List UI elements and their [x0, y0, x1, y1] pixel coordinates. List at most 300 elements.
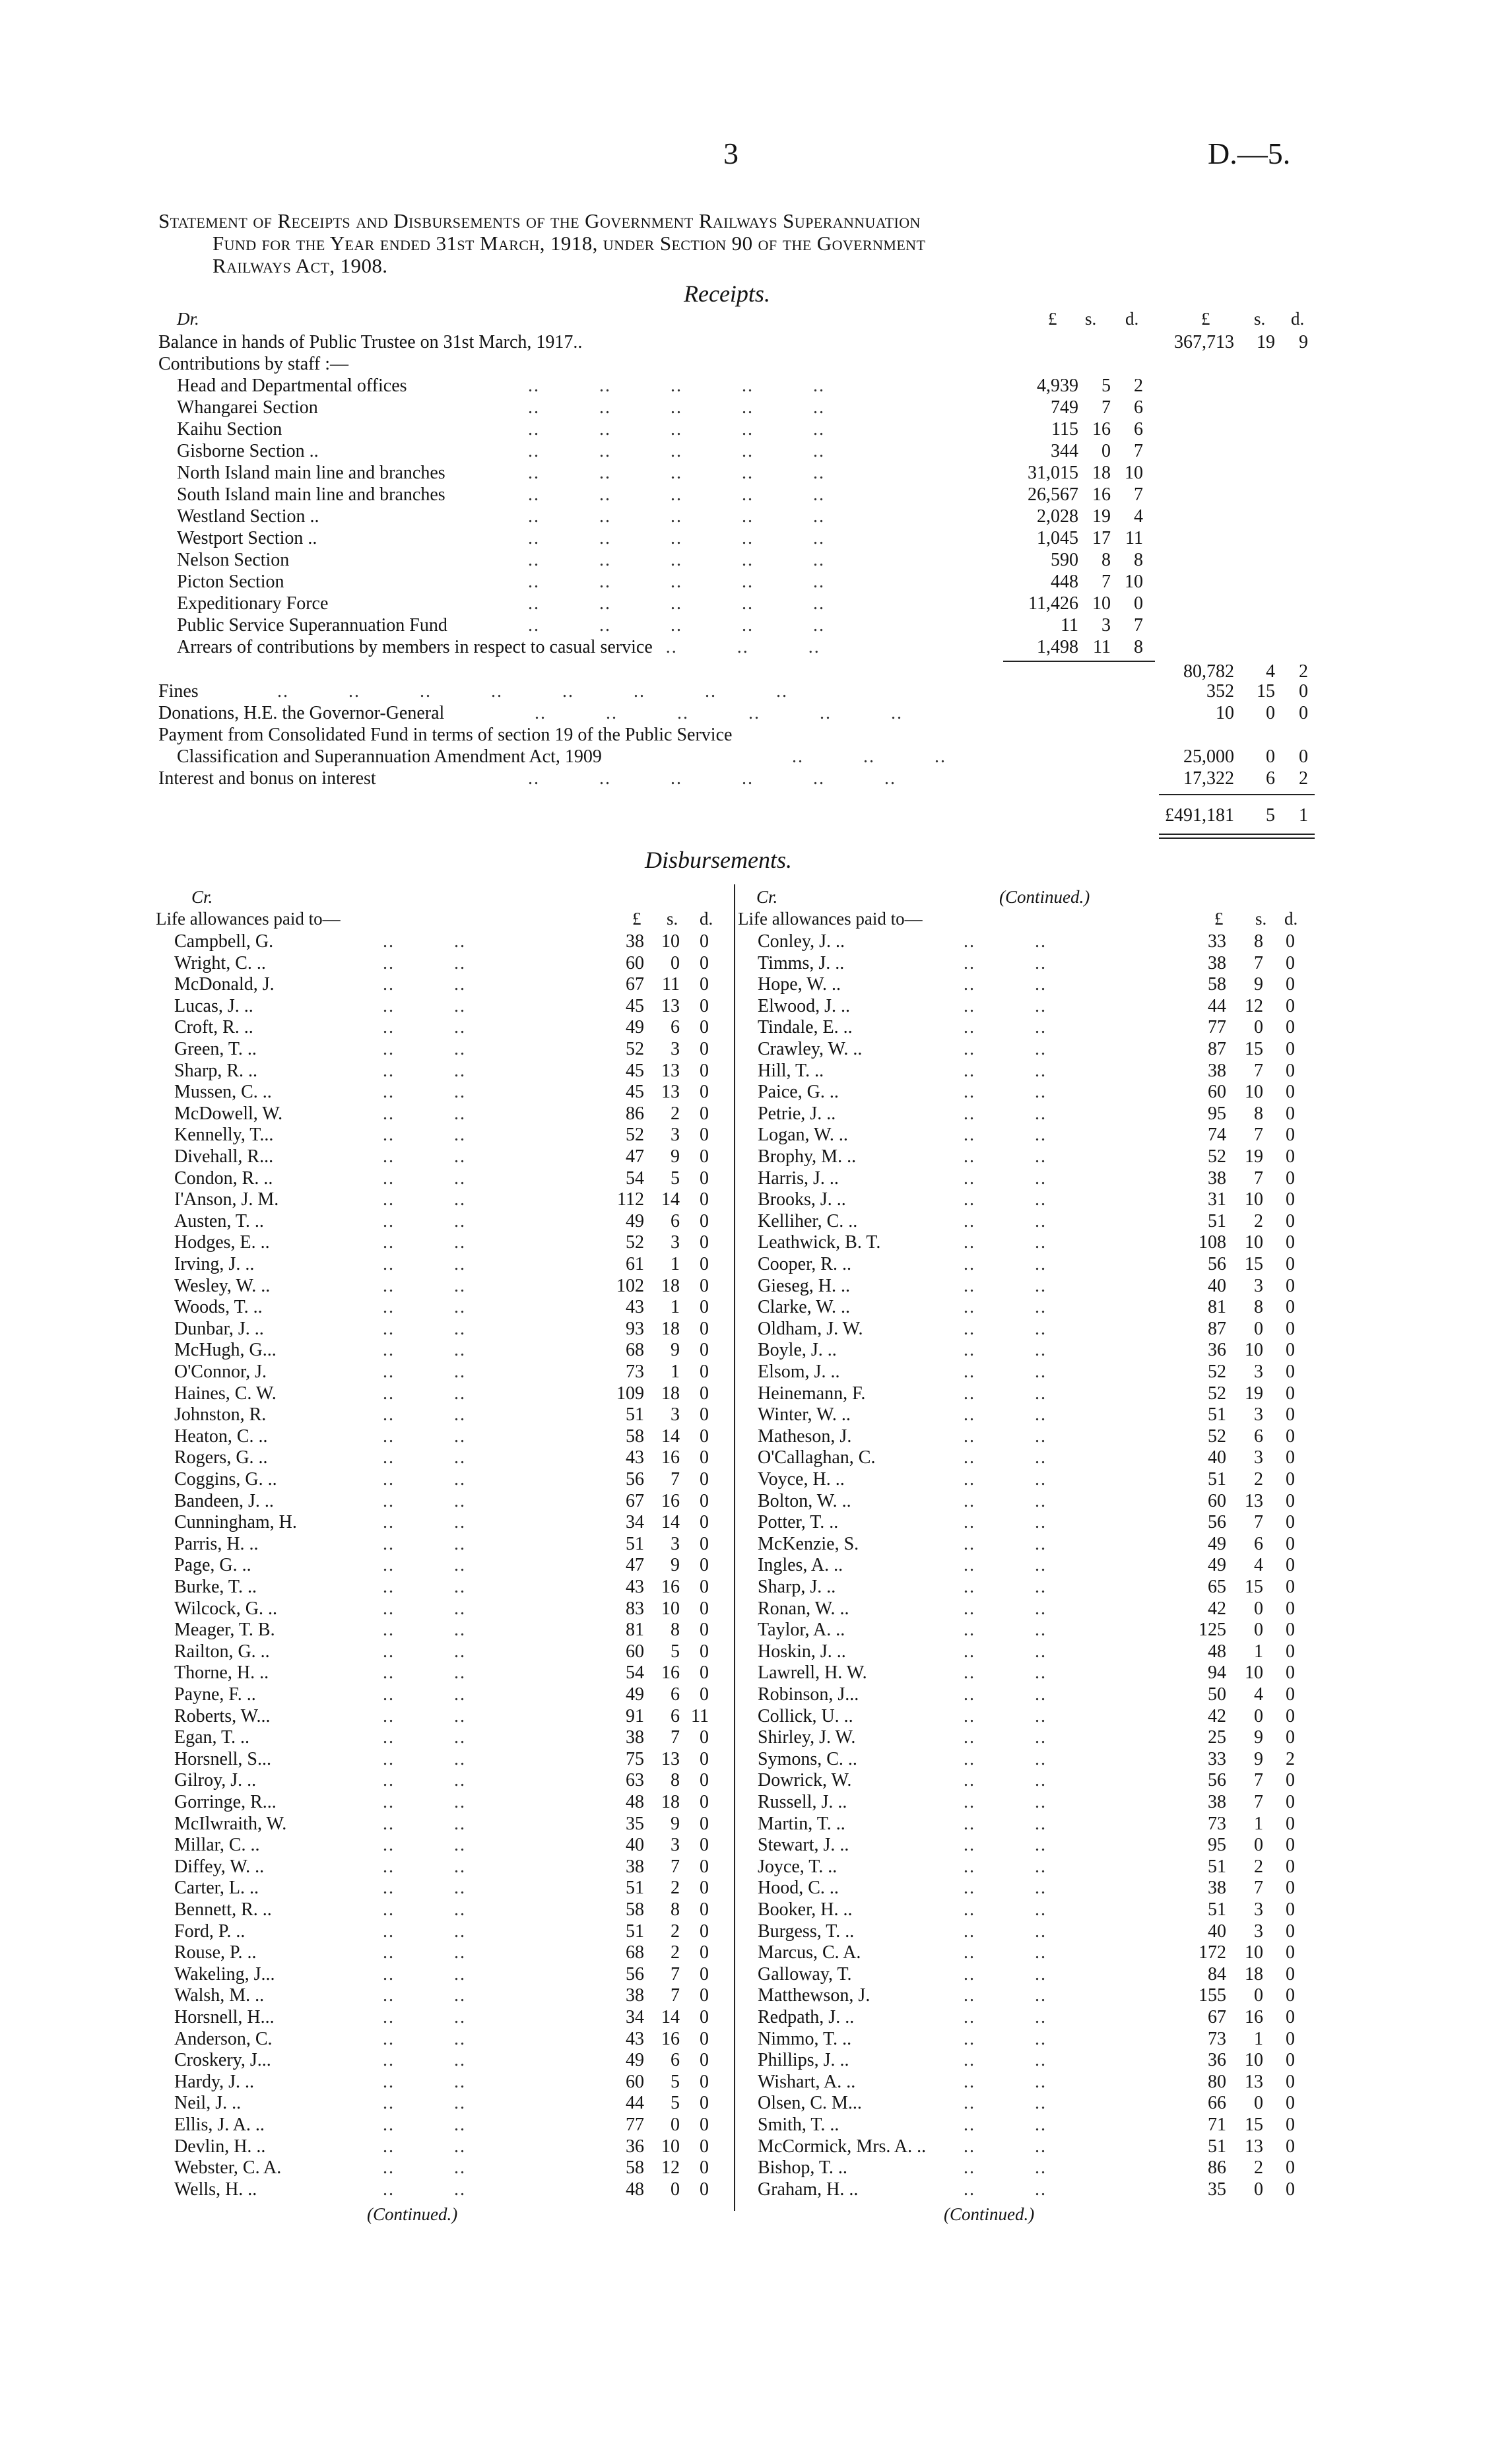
left-allowance-shillings: 9 — [671, 1555, 680, 1575]
right-allowance-pounds: 51 — [1208, 1856, 1226, 1877]
right-allowance-pounds: 71 — [1208, 2115, 1226, 2135]
contribution-leader-dots: .. .. .. .. .. — [528, 593, 884, 614]
right-name: Robinson, J... — [758, 1684, 859, 1705]
contribution-pounds: 4,939 — [1037, 376, 1078, 396]
right-allowance-shillings: 7 — [1254, 953, 1263, 973]
right-leader-dots: .. .. — [964, 2179, 1106, 2200]
right-allowance-pounds: 81 — [1208, 1297, 1226, 1317]
right-leader-dots: .. .. — [964, 1620, 1106, 1640]
left-allowance-pounds: 51 — [626, 1534, 644, 1554]
column-divider — [734, 884, 735, 2211]
right-name: Matthewson, J. — [758, 1985, 871, 2006]
right-allowance-pounds: 73 — [1208, 1814, 1226, 1834]
right-allowance-pence: 0 — [1286, 1684, 1295, 1705]
right-name: Gieseg, H. .. — [758, 1276, 850, 1296]
right-name: Boyle, J. .. — [758, 1340, 837, 1360]
right-allowance-pence: 0 — [1286, 1039, 1295, 1059]
left-allowance-shillings: 3 — [671, 1232, 680, 1253]
left-name: Meager, T. B. — [174, 1620, 275, 1640]
right-leader-dots: .. .. — [964, 1684, 1106, 1705]
left-leader-dots: .. .. — [383, 2072, 525, 2092]
left-allowance-pence: 0 — [700, 1985, 709, 2006]
left-allowance-shillings: 10 — [661, 1598, 680, 1619]
right-name: Sharp, J. .. — [758, 1577, 836, 1597]
left-name: Cunningham, H. — [174, 1512, 297, 1532]
left-allowance-shillings: 6 — [671, 2050, 680, 2070]
right-name: Hope, W. .. — [758, 974, 841, 995]
right-allowance-pounds: 25 — [1208, 1727, 1226, 1748]
left-allowance-pounds: 51 — [626, 1878, 644, 1898]
right-allowance-pounds: 48 — [1208, 1641, 1226, 1662]
donations-pounds: 10 — [1216, 703, 1234, 723]
col-d-2: d. — [1291, 309, 1305, 329]
right-name: Kelliher, C. .. — [758, 1211, 858, 1232]
right-allowance-pounds: 65 — [1208, 1577, 1226, 1597]
right-allowance-pounds: 56 — [1208, 1512, 1226, 1532]
right-allowance-pounds: 95 — [1208, 1103, 1226, 1124]
contributions-total-pence: 2 — [1299, 661, 1308, 682]
left-leader-dots: .. .. — [383, 2157, 525, 2178]
balance-pounds: 367,713 — [1174, 332, 1234, 352]
left-name: Dunbar, J. .. — [174, 1319, 264, 1339]
fines-shillings: 15 — [1257, 681, 1275, 702]
left-name: Wesley, W. .. — [174, 1276, 271, 1296]
right-allowance-shillings: 0 — [1254, 1598, 1263, 1619]
left-allowance-pounds: 83 — [626, 1598, 644, 1619]
right-allowance-pounds: 51 — [1208, 1404, 1226, 1425]
right-name: Lawrell, H. W. — [758, 1662, 867, 1683]
left-name: I'Anson, J. M. — [174, 1189, 279, 1210]
left-allowance-pounds: 58 — [626, 1899, 644, 1920]
right-allowance-shillings: 9 — [1254, 1749, 1263, 1769]
right-allowance-shillings: 15 — [1245, 1254, 1263, 1274]
right-allowance-pence: 0 — [1286, 1770, 1295, 1790]
contribution-label: Westland Section .. — [177, 506, 319, 527]
right-allowance-shillings: 7 — [1254, 1878, 1263, 1898]
disb-col-s-left: s. — [667, 909, 678, 929]
right-allowance-pence: 0 — [1286, 1921, 1295, 1942]
right-leader-dots: .. .. — [964, 1727, 1106, 1748]
donations-leader-dots: .. .. .. .. .. .. — [535, 703, 962, 723]
left-allowance-pence: 0 — [700, 1254, 709, 1274]
left-allowance-shillings: 8 — [671, 1899, 680, 1920]
right-allowance-shillings: 7 — [1254, 1770, 1263, 1790]
total-rule-top — [1159, 794, 1315, 795]
right-allowance-shillings: 2 — [1254, 2157, 1263, 2178]
right-allowance-shillings: 18 — [1245, 1964, 1263, 1985]
left-allowance-pence: 0 — [700, 1125, 709, 1145]
left-allowance-pounds: 49 — [626, 1684, 644, 1705]
contribution-pounds: 11 — [1061, 615, 1078, 636]
left-name: Irving, J. .. — [174, 1254, 255, 1274]
right-name: Clarke, W. .. — [758, 1297, 850, 1317]
balance-shillings: 19 — [1257, 332, 1275, 352]
left-name: Carter, L. .. — [174, 1878, 259, 1898]
left-allowance-pence: 0 — [700, 1426, 709, 1447]
left-leader-dots: .. .. — [383, 931, 525, 952]
right-name: Shirley, J. W. — [758, 1727, 856, 1748]
left-allowance-shillings: 7 — [671, 1469, 680, 1490]
right-leader-dots: .. .. — [964, 1491, 1106, 1511]
left-allowance-pence: 0 — [700, 1899, 709, 1920]
left-leader-dots: .. .. — [383, 1921, 525, 1942]
cr-label-left: Cr. — [191, 887, 213, 907]
contribution-pounds: 749 — [1051, 397, 1078, 418]
contribution-pounds: 26,567 — [1028, 484, 1078, 505]
contribution-shillings: 11 — [1093, 637, 1111, 657]
left-allowance-shillings: 16 — [661, 1491, 680, 1511]
left-allowance-shillings: 6 — [671, 1211, 680, 1232]
contribution-shillings: 8 — [1101, 550, 1111, 570]
left-allowance-pence: 0 — [700, 1749, 709, 1769]
left-allowance-shillings: 3 — [671, 1835, 680, 1855]
right-allowance-pounds: 52 — [1208, 1362, 1226, 1382]
right-allowance-shillings: 0 — [1254, 1835, 1263, 1855]
document-reference: D.—5. — [1208, 137, 1291, 170]
left-allowance-pounds: 45 — [626, 1061, 644, 1081]
right-allowance-shillings: 7 — [1254, 1512, 1263, 1532]
left-allowance-pounds: 47 — [626, 1555, 644, 1575]
left-allowance-pounds: 43 — [626, 1297, 644, 1317]
right-leader-dots: .. .. — [964, 1942, 1106, 1963]
right-name: Timms, J. .. — [758, 953, 845, 973]
dr-label: Dr. — [177, 309, 199, 329]
right-allowance-pence: 0 — [1286, 931, 1295, 952]
left-allowance-shillings: 13 — [661, 1749, 680, 1769]
left-allowance-pounds: 34 — [626, 1512, 644, 1532]
left-leader-dots: .. .. — [383, 1039, 525, 1059]
right-allowance-pence: 0 — [1286, 1404, 1295, 1425]
right-allowance-shillings: 15 — [1245, 2115, 1263, 2135]
right-leader-dots: .. .. — [964, 1082, 1106, 1102]
right-allowance-shillings: 9 — [1254, 974, 1263, 995]
right-allowance-pounds: 31 — [1208, 1189, 1226, 1210]
right-allowance-shillings: 8 — [1254, 1103, 1263, 1124]
contribution-label: North Island main line and branches — [177, 463, 445, 483]
left-allowance-shillings: 13 — [661, 996, 680, 1016]
disb-col-s-right: s. — [1255, 909, 1267, 929]
right-leader-dots: .. .. — [964, 1146, 1106, 1167]
left-allowance-pounds: 61 — [626, 1254, 644, 1274]
grand-total-pence: 1 — [1299, 805, 1308, 826]
left-allowance-shillings: 6 — [671, 1684, 680, 1705]
right-allowance-shillings: 3 — [1254, 1404, 1263, 1425]
left-name: McDonald, J. — [174, 974, 275, 995]
left-allowance-pounds: 67 — [626, 1491, 644, 1511]
right-allowance-shillings: 13 — [1245, 1491, 1263, 1511]
right-allowance-pence: 0 — [1286, 2136, 1295, 2157]
left-allowance-pence: 0 — [700, 1512, 709, 1532]
left-allowance-pounds: 52 — [626, 1125, 644, 1145]
left-allowance-shillings: 10 — [661, 2136, 680, 2157]
right-name: Oldham, J. W. — [758, 1319, 863, 1339]
right-allowance-shillings: 12 — [1245, 996, 1263, 1016]
right-allowance-pence: 0 — [1286, 1641, 1295, 1662]
contribution-label: Kaihu Section — [177, 419, 282, 440]
interest-label: Interest and bonus on interest — [158, 768, 376, 789]
left-name: Page, G. .. — [174, 1555, 251, 1575]
left-name: Millar, C. .. — [174, 1835, 260, 1855]
right-allowance-pence: 0 — [1286, 1383, 1295, 1404]
left-allowance-shillings: 2 — [671, 1921, 680, 1942]
right-name: O'Callaghan, C. — [758, 1447, 876, 1468]
right-allowance-shillings: 0 — [1254, 1620, 1263, 1640]
right-name: Matheson, J. — [758, 1426, 852, 1447]
left-allowance-shillings: 5 — [671, 1168, 680, 1189]
contribution-shillings: 19 — [1092, 506, 1111, 527]
left-leader-dots: .. .. — [383, 1297, 525, 1317]
left-allowance-pounds: 49 — [626, 1211, 644, 1232]
left-allowance-shillings: 7 — [671, 1964, 680, 1985]
right-allowance-pounds: 36 — [1208, 1340, 1226, 1360]
contribution-pence: 8 — [1134, 550, 1143, 570]
contribution-pence: 6 — [1134, 419, 1143, 440]
left-leader-dots: .. .. — [383, 974, 525, 995]
left-allowance-shillings: 7 — [671, 1985, 680, 2006]
left-name: Sharp, R. .. — [174, 1061, 257, 1081]
right-allowance-pence: 0 — [1286, 1103, 1295, 1124]
right-leader-dots: .. .. — [964, 2157, 1106, 2178]
right-allowance-pence: 0 — [1286, 1856, 1295, 1877]
left-allowance-pounds: 68 — [626, 1340, 644, 1360]
left-name: Horsnell, S... — [174, 1749, 271, 1769]
right-leader-dots: .. .. — [964, 1814, 1106, 1834]
left-name: O'Connor, J. — [174, 1362, 267, 1382]
right-allowance-pence: 0 — [1286, 1620, 1295, 1640]
right-leader-dots: .. .. — [964, 1211, 1106, 1232]
left-leader-dots: .. .. — [383, 1491, 525, 1511]
left-allowance-shillings: 5 — [671, 2072, 680, 2092]
right-name: Burgess, T. .. — [758, 1921, 855, 1942]
left-allowance-pence: 0 — [700, 931, 709, 952]
right-allowance-pence: 0 — [1286, 2072, 1295, 2092]
left-leader-dots: .. .. — [383, 1276, 525, 1296]
contribution-label: Nelson Section — [177, 550, 290, 570]
right-allowance-shillings: 2 — [1254, 1211, 1263, 1232]
left-allowance-pence: 0 — [700, 1942, 709, 1963]
right-allowance-shillings: 1 — [1254, 1641, 1263, 1662]
right-leader-dots: .. .. — [964, 1297, 1106, 1317]
left-allowance-shillings: 0 — [671, 953, 680, 973]
left-allowance-shillings: 14 — [661, 1189, 680, 1210]
right-name: Tindale, E. .. — [758, 1017, 853, 1037]
title-line-2: Fund for the Year ended 31st March, 1918, under Section 90 of the Government — [213, 232, 926, 255]
left-allowance-pounds: 73 — [626, 1362, 644, 1382]
right-allowance-shillings: 10 — [1245, 1189, 1263, 1210]
left-leader-dots: .. .. — [383, 1254, 525, 1274]
left-allowance-pence: 0 — [700, 1061, 709, 1081]
right-name: Olsen, C. M... — [758, 2093, 862, 2113]
left-allowance-shillings: 7 — [671, 1727, 680, 1748]
right-leader-dots: .. .. — [964, 974, 1106, 995]
contribution-pounds: 115 — [1051, 419, 1078, 440]
right-allowance-pence: 0 — [1286, 1835, 1295, 1855]
right-allowance-pence: 0 — [1286, 1276, 1295, 1296]
right-leader-dots: .. .. — [964, 1641, 1106, 1662]
right-allowance-pence: 0 — [1286, 1662, 1295, 1683]
left-allowance-pounds: 43 — [626, 2029, 644, 2049]
disb-col-d-left: d. — [700, 909, 713, 929]
left-allowance-shillings: 0 — [671, 2115, 680, 2135]
right-allowance-pounds: 38 — [1208, 1792, 1226, 1812]
left-allowance-pounds: 38 — [626, 1727, 644, 1748]
left-name: Coggins, G. .. — [174, 1469, 277, 1490]
contribution-pence: 2 — [1134, 376, 1143, 396]
right-leader-dots: .. .. — [964, 2115, 1106, 2135]
right-allowance-pounds: 40 — [1208, 1276, 1226, 1296]
left-allowance-shillings: 1 — [671, 1254, 680, 1274]
left-allowance-pence: 0 — [700, 2115, 709, 2135]
contribution-pence: 8 — [1134, 637, 1143, 657]
left-allowance-shillings: 14 — [661, 1426, 680, 1447]
right-allowance-pence: 0 — [1286, 1706, 1295, 1726]
left-name: Diffey, W. .. — [174, 1856, 265, 1877]
right-allowance-shillings: 1 — [1254, 1814, 1263, 1834]
right-allowance-pounds: 56 — [1208, 1254, 1226, 1274]
right-allowance-pounds: 49 — [1208, 1534, 1226, 1554]
right-name: Hood, C. .. — [758, 1878, 839, 1898]
left-allowance-pence: 0 — [700, 2007, 709, 2027]
contribution-label: Westport Section .. — [177, 528, 317, 548]
left-name: Rogers, G. .. — [174, 1447, 268, 1468]
right-leader-dots: .. .. — [964, 1276, 1106, 1296]
disb-col-pound-left: £ — [632, 909, 641, 929]
right-name: Symons, C. .. — [758, 1749, 857, 1769]
right-leader-dots: .. .. — [964, 1534, 1106, 1554]
right-allowance-shillings: 3 — [1254, 1921, 1263, 1942]
left-allowance-pence: 0 — [700, 1340, 709, 1360]
right-allowance-pounds: 52 — [1208, 1426, 1226, 1447]
page-number: 3 — [723, 137, 739, 170]
right-allowance-shillings: 3 — [1254, 1276, 1263, 1296]
right-allowance-pounds: 51 — [1208, 1899, 1226, 1920]
donations-shillings: 0 — [1266, 703, 1275, 723]
left-leader-dots: .. .. — [383, 2115, 525, 2135]
right-allowance-pence: 0 — [1286, 1899, 1295, 1920]
right-allowance-shillings: 8 — [1254, 1297, 1263, 1317]
right-leader-dots: .. .. — [964, 1706, 1106, 1726]
left-allowance-pounds: 58 — [626, 1426, 644, 1447]
right-allowance-shillings: 10 — [1245, 1082, 1263, 1102]
right-leader-dots: .. .. — [964, 1792, 1106, 1812]
left-allowance-shillings: 18 — [661, 1319, 680, 1339]
left-leader-dots: .. .. — [383, 1168, 525, 1189]
left-allowance-pence: 0 — [700, 1727, 709, 1748]
right-allowance-pounds: 38 — [1208, 953, 1226, 973]
right-allowance-shillings: 0 — [1254, 1319, 1263, 1339]
left-leader-dots: .. .. — [383, 1555, 525, 1575]
right-name: Potter, T. .. — [758, 1512, 839, 1532]
left-name: Wright, C. .. — [174, 953, 266, 973]
contribution-pounds: 344 — [1051, 441, 1078, 461]
left-allowance-shillings: 8 — [671, 1620, 680, 1640]
left-leader-dots: .. .. — [383, 1792, 525, 1812]
left-name: Croft, R. .. — [174, 1017, 253, 1037]
right-allowance-pence: 0 — [1286, 1017, 1295, 1037]
contribution-leader-dots: .. .. .. — [665, 637, 880, 657]
left-allowance-pounds: 51 — [626, 1404, 644, 1425]
left-allowance-pence: 0 — [700, 1964, 709, 1985]
left-allowance-pence: 0 — [700, 1641, 709, 1662]
right-name: Marcus, C. A. — [758, 1942, 861, 1963]
right-name: Elsom, J. .. — [758, 1362, 840, 1382]
right-allowance-shillings: 1 — [1254, 2029, 1263, 2049]
right-allowance-pounds: 60 — [1208, 1082, 1226, 1102]
right-leader-dots: .. .. — [964, 953, 1106, 973]
left-name: Divehall, R... — [174, 1146, 274, 1167]
left-leader-dots: .. .. — [383, 1469, 525, 1490]
left-allowance-pence: 0 — [700, 1039, 709, 1059]
left-allowance-shillings: 11 — [662, 974, 680, 995]
left-leader-dots: .. .. — [383, 1319, 525, 1339]
contribution-pence: 0 — [1134, 593, 1143, 614]
left-leader-dots: .. .. — [383, 1404, 525, 1425]
fines-pounds: 352 — [1206, 681, 1234, 702]
left-leader-dots: .. .. — [383, 1684, 525, 1705]
left-leader-dots: .. .. — [383, 1814, 525, 1834]
right-allowance-shillings: 0 — [1254, 2179, 1263, 2200]
right-leader-dots: .. .. — [964, 1835, 1106, 1855]
left-allowance-pounds: 45 — [626, 996, 644, 1016]
left-allowance-pounds: 102 — [616, 1276, 644, 1296]
right-leader-dots: .. .. — [964, 1447, 1106, 1468]
right-allowance-pence: 0 — [1286, 1211, 1295, 1232]
left-allowance-pence: 0 — [700, 1598, 709, 1619]
left-name: Thorne, H. .. — [174, 1662, 269, 1683]
right-leader-dots: .. .. — [964, 2029, 1106, 2049]
left-allowance-shillings: 5 — [671, 2093, 680, 2113]
left-name: Croskery, J... — [174, 2050, 271, 2070]
right-allowance-pence: 0 — [1286, 1297, 1295, 1317]
right-name: Smith, T. .. — [758, 2115, 839, 2135]
left-leader-dots: .. .. — [383, 1598, 525, 1619]
subtotal-rule — [1003, 661, 1155, 662]
right-leader-dots: .. .. — [964, 1662, 1106, 1683]
contribution-pence: 7 — [1134, 615, 1143, 636]
contribution-pence: 10 — [1125, 572, 1143, 592]
left-allowance-pounds: 47 — [626, 1146, 644, 1167]
right-name: Winter, W. .. — [758, 1404, 851, 1425]
right-leader-dots: .. .. — [964, 1598, 1106, 1619]
right-allowance-pence: 0 — [1286, 1985, 1295, 2006]
left-allowance-pounds: 109 — [616, 1383, 644, 1404]
right-name: Hill, T. .. — [758, 1061, 824, 1081]
right-leader-dots: .. .. — [964, 1921, 1106, 1942]
right-allowance-pence: 2 — [1286, 1749, 1295, 1769]
right-leader-dots: .. .. — [964, 2136, 1106, 2157]
left-name: Devlin, H. .. — [174, 2136, 266, 2157]
left-allowance-shillings: 9 — [671, 1340, 680, 1360]
contribution-pounds: 448 — [1051, 572, 1078, 592]
right-allowance-pounds: 84 — [1208, 1964, 1226, 1985]
left-leader-dots: .. .. — [383, 1362, 525, 1382]
donations-pence: 0 — [1299, 703, 1308, 723]
left-allowance-shillings: 3 — [671, 1534, 680, 1554]
right-leader-dots: .. .. — [964, 1512, 1106, 1532]
disbursements-heading: Disbursements. — [645, 847, 792, 873]
interest-leader-dots: .. .. .. .. .. .. — [528, 768, 956, 789]
right-name: Taylor, A. .. — [758, 1620, 845, 1640]
left-name: McHugh, G... — [174, 1340, 277, 1360]
right-allowance-shillings: 0 — [1254, 1985, 1263, 2006]
right-allowance-pounds: 87 — [1208, 1039, 1226, 1059]
contribution-pence: 4 — [1134, 506, 1143, 527]
left-leader-dots: .. .. — [383, 1641, 525, 1662]
payment-leader-dots: .. .. .. — [792, 746, 1006, 767]
contributions-total-shillings: 4 — [1266, 661, 1275, 682]
left-name: Railton, G. .. — [174, 1641, 270, 1662]
left-allowance-pounds: 35 — [626, 1814, 644, 1834]
